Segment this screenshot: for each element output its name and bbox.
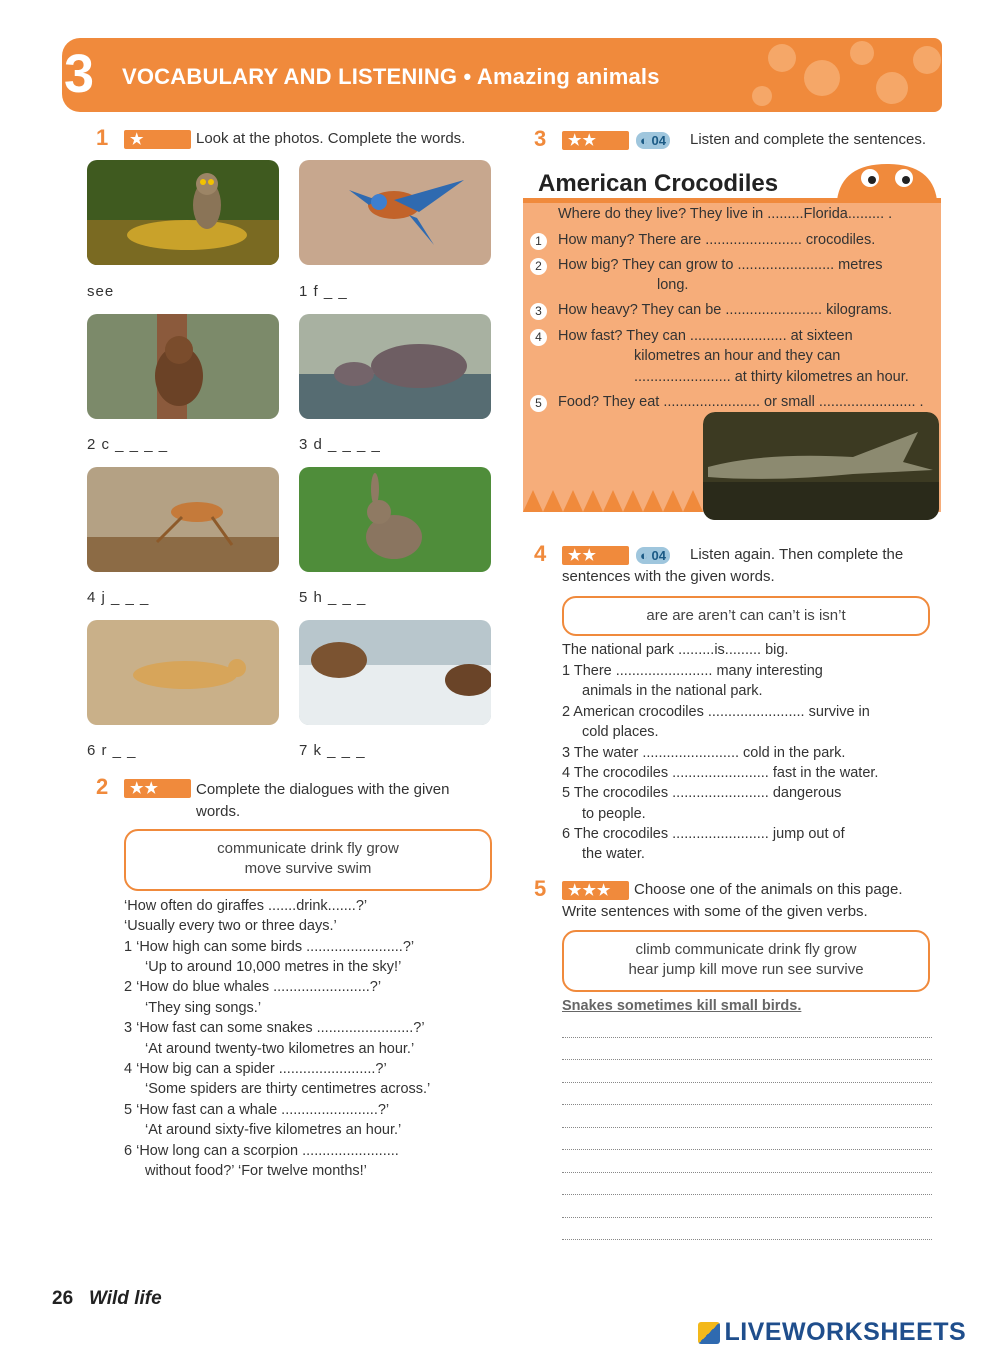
ex2-a2: ‘They sing songs.’ — [145, 1000, 262, 1016]
ex2-q1[interactable]: 1 ‘How high can some birds ........................?’ — [124, 939, 415, 955]
ex4-item-5-cont: to people. — [582, 806, 646, 822]
ex5-word-box — [562, 930, 930, 992]
ex2-a1: ‘Up to around 10,000 metres in the sky!’ — [145, 959, 402, 975]
bear-tree-photo — [87, 314, 279, 419]
banner-decoration — [742, 38, 942, 112]
ex4-item-1[interactable]: 1 There ........................ many interesting — [562, 663, 823, 679]
ex4-item-1-cont: animals in the national park. — [582, 683, 763, 699]
ex5-example: Snakes sometimes kill small birds. — [562, 998, 802, 1014]
ex5-write-line[interactable] — [562, 1037, 932, 1038]
ex2-stars: ★★ — [124, 779, 191, 798]
hare-photo — [299, 467, 491, 572]
ex3-num-3: 3 — [530, 303, 547, 320]
ex4-words: are are aren’t can can’t is isn’t — [646, 607, 846, 624]
unit-number: 3 — [64, 44, 95, 104]
ex4-word-box — [562, 596, 930, 636]
ex5-write-line[interactable] — [562, 1127, 932, 1128]
ex3-item-2[interactable]: How big? They can grow to ........................ metres — [558, 257, 883, 273]
crocodile-eyes-icon — [832, 154, 942, 200]
ex2-number: 2 — [96, 774, 109, 799]
ex3-item-4[interactable]: How fast? They can ........................ at sixteen — [558, 328, 853, 344]
ex3-item-4-cont2[interactable]: ........................ at thirty kilometres an hour. — [634, 369, 909, 385]
ex4-item-2-cont: cold places. — [582, 724, 659, 740]
section-title: Wild life — [88, 1288, 162, 1309]
ex3-audio-number: 04 — [651, 133, 666, 148]
ex2-word-box — [124, 829, 492, 891]
ex1-label-5: 5 h _ _ _ — [299, 589, 367, 606]
ex3-item-3[interactable]: How heavy? They can be ........................ kilograms. — [558, 302, 893, 318]
ex1-label-1: 1 f _ _ — [299, 283, 348, 300]
ex4-audio-track[interactable]: ◐ 04 — [636, 547, 670, 564]
ex3-number: 3 — [534, 126, 547, 151]
liveworksheets-icon — [698, 1322, 720, 1344]
ex5-number: 5 — [534, 876, 547, 901]
ex3-num-1: 1 — [530, 233, 547, 250]
ex5-write-line[interactable] — [562, 1194, 932, 1195]
ex5-write-line[interactable] — [562, 1172, 932, 1173]
ex3-item-4-cont: kilometres an hour and they can — [634, 348, 841, 364]
ex2-a3: ‘At around twenty-two kilometres an hour.’ — [145, 1041, 415, 1057]
ex5-write-line[interactable] — [562, 1082, 932, 1083]
ex2-words-line2: move survive swim — [244, 860, 372, 877]
ex2-example-a: ‘Usually every two or three days.’ — [124, 918, 337, 934]
liveworksheets-logo[interactable] — [698, 1318, 966, 1344]
ex3-stars: ★★ — [562, 131, 629, 150]
ex5-write-line[interactable] — [562, 1149, 932, 1150]
crocodile-title: American Crocodiles — [538, 170, 779, 197]
ex5-instruction-2: Write sentences with some of the given verbs. — [562, 903, 868, 920]
ex4-stars: ★★ — [562, 546, 629, 565]
ex3-item-1[interactable]: How many? There are ........................ crocodiles. — [558, 232, 876, 248]
ex2-example-q: ‘How often do giraffes .......drink.......?’ — [124, 898, 368, 914]
ex1-label-3: 3 d _ _ _ _ — [299, 436, 381, 453]
owl-photo — [87, 160, 279, 265]
hippo-photo — [299, 314, 491, 419]
ex2-q4[interactable]: 4 ‘How big can a spider ........................?’ — [124, 1061, 387, 1077]
ex1-number: 1 — [96, 125, 109, 150]
bears-river-photo — [299, 620, 491, 725]
ex1-label-2: 2 c _ _ _ _ — [87, 436, 169, 453]
ex4-item-6[interactable]: 6 The crocodiles ........................ jump out of — [562, 826, 845, 842]
ex3-num-2: 2 — [530, 258, 547, 275]
ex3-item-5[interactable]: Food? They eat ........................ or small ........................ . — [558, 394, 924, 410]
ex3-instruction: Listen and complete the sentences. — [690, 131, 926, 148]
crocodile-photo — [703, 412, 939, 520]
ex2-a4: ‘Some spiders are thirty centimetres across.’ — [145, 1081, 431, 1097]
ex5-write-line[interactable] — [562, 1104, 932, 1105]
ex4-instruction-2: sentences with the given words. — [562, 568, 775, 585]
ex3-num-5: 5 — [530, 395, 547, 412]
ex2-a5: ‘At around sixty-five kilometres an hour.’ — [145, 1122, 402, 1138]
cheetah-photo — [87, 620, 279, 725]
ex5-write-line[interactable] — [562, 1059, 932, 1060]
ex1-stars: ★ — [124, 130, 191, 149]
ex3-num-4: 4 — [530, 329, 547, 346]
ex4-audio-number: 04 — [651, 548, 666, 563]
ex2-q5[interactable]: 5 ‘How fast can a whale ........................?’ — [124, 1102, 390, 1118]
ex5-words-line2: hear jump kill move run see survive — [628, 961, 864, 978]
ex3-example: Where do they live? They live in .........Florida......... . — [558, 206, 893, 222]
zigzag-decoration — [523, 470, 723, 512]
ex4-item-3[interactable]: 3 The water ........................ cold in the park. — [562, 745, 846, 761]
footer — [52, 1288, 162, 1310]
ex4-number: 4 — [534, 541, 547, 566]
bird-photo — [299, 160, 491, 265]
ex2-q3[interactable]: 3 ‘How fast can some snakes ........................?’ — [124, 1020, 425, 1036]
ex5-instruction-1: Choose one of the animals on this page. — [634, 881, 903, 898]
ex4-item-2[interactable]: 2 American crocodiles ........................ survive in — [562, 704, 870, 720]
antelope-photo — [87, 467, 279, 572]
ex5-words-line1: climb communicate drink fly grow — [635, 941, 857, 958]
ex2-q6[interactable]: 6 ‘How long can a scorpion ........................ — [124, 1143, 399, 1159]
ex2-a6: without food?’ ‘For twelve months!’ — [145, 1163, 367, 1179]
page-title: VOCABULARY AND LISTENING • Amazing animals — [122, 64, 660, 89]
ex4-instruction-1: Listen again. Then complete the — [690, 546, 904, 563]
ex4-item-4[interactable]: 4 The crocodiles ........................ fast in the water. — [562, 765, 879, 781]
ex5-write-line[interactable] — [562, 1217, 932, 1218]
ex1-label-7: 7 k _ _ _ — [299, 742, 366, 759]
ex3-item-2-cont: long. — [657, 277, 689, 293]
ex2-words-line1: communicate drink fly grow — [217, 840, 399, 857]
ex5-write-line[interactable] — [562, 1239, 932, 1240]
liveworksheets-text: LIVEWORKSHEETS — [724, 1318, 967, 1346]
ex3-audio-track[interactable]: ◐ 04 — [636, 132, 670, 149]
ex1-label-6: 6 r _ _ — [87, 742, 137, 759]
ex2-q2[interactable]: 2 ‘How do blue whales ........................?’ — [124, 979, 382, 995]
ex1-example-label: see — [87, 283, 115, 300]
ex4-item-6-cont: the water. — [582, 846, 645, 862]
ex5-stars: ★★★ — [562, 881, 629, 900]
ex1-label-4: 4 j _ _ _ — [87, 589, 150, 606]
ex4-item-5[interactable]: 5 The crocodiles ........................ dangerous — [562, 785, 842, 801]
ex2-instruction: Complete the dialogues with the given words. — [196, 781, 450, 820]
page-number: 26 — [52, 1288, 74, 1309]
ex4-example: The national park .........is......... big. — [562, 642, 789, 658]
ex1-instruction: Look at the photos. Complete the words. — [196, 130, 466, 147]
